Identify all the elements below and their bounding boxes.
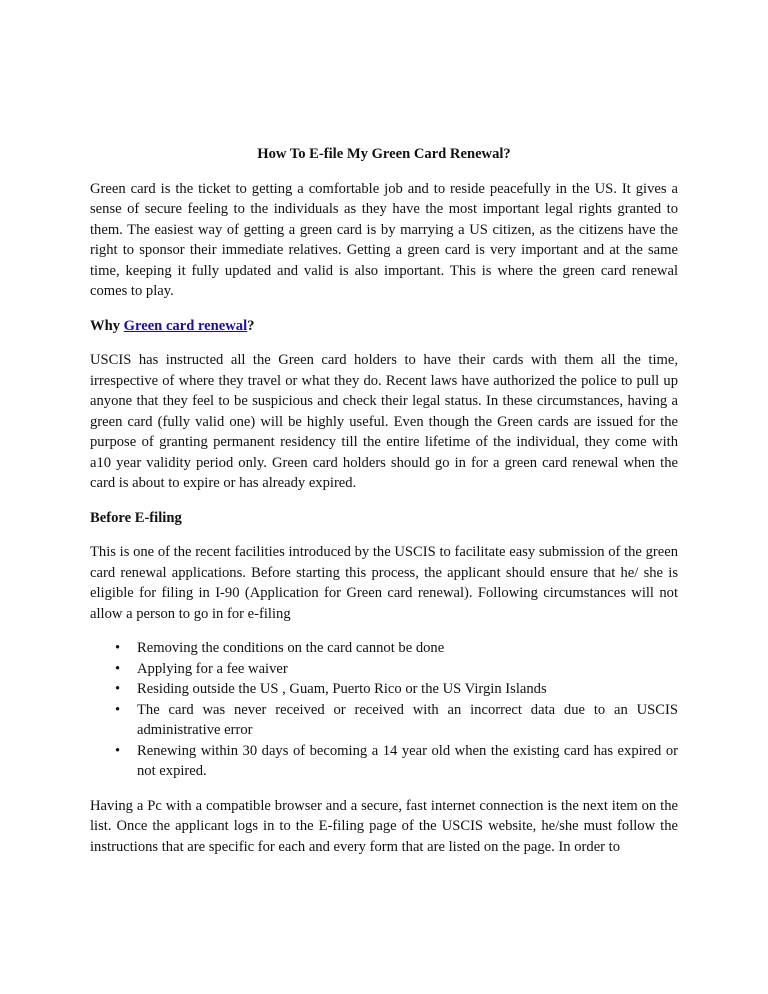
closing-paragraph: Having a Pc with a compatible browser and a secure, fast internet connection is the next item on the list. Once the applicant logs in to the E-filing page of the USCIS website, he/she must follow the instructions that are specific for each and every form that are listed on the page. In order to: [90, 797, 678, 855]
circumstances-list: [90, 638, 678, 782]
bullet-icon: •: [115, 681, 121, 697]
why-heading-suffix: ?: [247, 317, 255, 334]
document-body: [90, 144, 678, 871]
list-item: [115, 659, 678, 680]
bullet-icon: •: [115, 640, 121, 656]
bullet-icon: •: [115, 742, 121, 759]
list-item-text: Renewing within 30 days of becoming a 14 year old when the existing card has expired or not expired.: [137, 742, 678, 779]
list-item-text: Removing the conditions on the card cannot be done: [137, 640, 445, 656]
why-heading-prefix: Why: [90, 317, 124, 334]
list-item: [115, 679, 678, 700]
list-item: [115, 741, 678, 782]
why-paragraph: USCIS has instructed all the Green card holders to have their cards with them all the time, irrespective of where they travel or what they do. Recent laws have authorized the police to pull up anyone that they feel to be suspicious and check their legal status. In these circumstances, having a green card (fully valid one) will be highly useful. Even though the Green cards are issued for the purpose of granting permanent residency till the entire lifetime of the individual, they come with a10 year validity period only. Green card holders should go in for a green card renewal when the card is about to expire or has already expired.: [90, 352, 678, 491]
before-efiling-heading: Before E-filing: [90, 509, 182, 526]
green-card-renewal-link[interactable]: Green card renewal: [123, 317, 248, 334]
document-title: How To E-file My Green Card Renewal?: [257, 146, 511, 162]
list-item-text: Applying for a fee waiver: [137, 660, 288, 677]
list-item-text: The card was never received or received with an incorrect data due to an USCIS administrative error: [137, 701, 678, 738]
bullet-icon: •: [115, 701, 121, 718]
list-item: [115, 638, 678, 659]
list-item: [115, 700, 678, 741]
intro-paragraph: Green card is the ticket to getting a comfortable job and to reside peacefully in the US. It gives a sense of secure feeling to the individuals as they have the most important legal rights granted to them. The easiest way of getting a green card is by marrying a US citizen, as the citizens have the right to sponsor their immediate relatives. Getting a green card is very important and at the same time, keeping it fully updated and valid is also important. This is where the green card renewal comes to play.: [90, 180, 678, 299]
why-heading: [90, 316, 678, 337]
bullet-icon: •: [115, 660, 121, 677]
list-item-text: Residing outside the US , Guam, Puerto Rico or the US Virgin Islands: [137, 681, 547, 697]
before-efiling-paragraph: This is one of the recent facilities introduced by the USCIS to facilitate easy submission of the green card renewal applications. Before starting this process, the applicant should ensure that he/ she is eligible for filing in I-90 (Application for Green card renewal). Following circumstances will not allow a person to go in for e-filing: [90, 544, 678, 622]
